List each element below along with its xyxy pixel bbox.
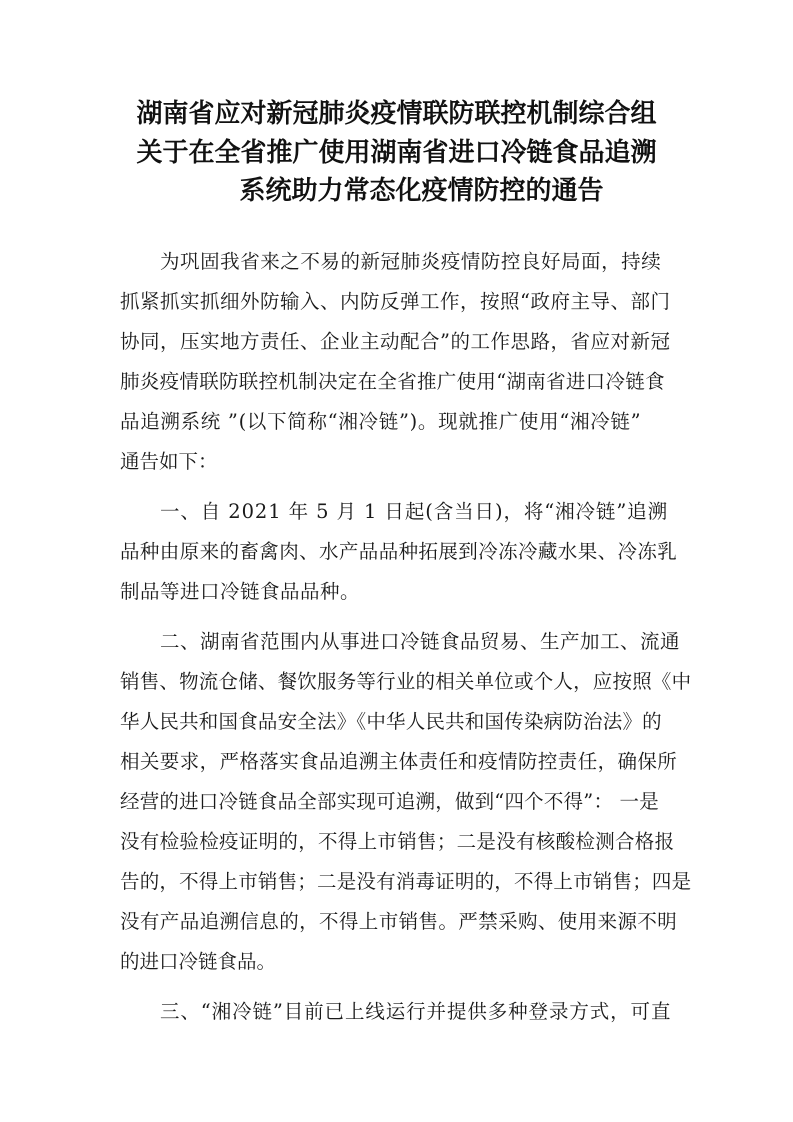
document-title-line-3: 系统助力常态化疫情防控的通告 [239,176,604,206]
item-one-paragraph-line: 一、自 2021 年 5 月 1 日起(含当日)，将“湘冷链”追溯 [160,500,668,523]
item-two-paragraph-line: 没有产品追溯信息的，不得上市销售。严禁采购、使用来源不明 [120,910,678,933]
item-two-paragraph-line: 销售、物流仓储、餐饮服务等行业的相关单位或个人，应按照《中 [120,670,692,693]
document-title-line-2: 关于在全省推广使用湖南省进口冷链食品追溯 [136,138,657,168]
item-one-paragraph-line: 制品等进口冷链食品品种。 [120,580,361,603]
intro-paragraph-line: 为巩固我省来之不易的新冠肺炎疫情防控良好局面，持续 [160,250,662,273]
item-two-paragraph-line: 告的，不得上市销售；二是没有消毒证明的，不得上市销售；四是 [120,870,692,893]
intro-paragraph-line: 品追溯系统 ”(以下简称“湘冷链”)。现就推广使用“湘冷链” [120,410,642,433]
intro-paragraph-line: 通告如下： [120,450,218,473]
intro-paragraph-line: 协同，压实地方责任、企业主动配合”的工作思路，省应对新冠 [120,330,671,353]
intro-paragraph-line: 抓紧抓实抓细外防输入、内防反弹工作，按照“政府主导、部门 [120,290,671,313]
item-two-paragraph-line: 华人民共和国食品安全法》《中华人民共和国传染病防治法》的 [120,710,662,733]
intro-paragraph-line: 肺炎疫情联防联控机制决定在全省推广使用“湖南省进口冷链食 [120,370,665,393]
item-one-paragraph-line: 品种由原来的畜禽肉、水产品品种拓展到冷冻冷藏水果、冷冻乳 [120,540,678,563]
item-three-paragraph-line: 三、“湘冷链”目前已上线运行并提供多种登录方式，可直 [160,1000,672,1023]
item-two-paragraph-line: 二、湖南省范围内从事进口冷链食品贸易、生产加工、流通 [160,630,681,653]
item-two-paragraph-line: 的进口冷链食品。 [120,950,277,973]
item-two-paragraph-line: 经营的进口冷链食品全部实现可追溯，做到“四个不得”： 一是 [120,790,659,813]
item-two-paragraph-line: 没有检验检疫证明的，不得上市销售；二是没有核酸检测合格报 [120,830,675,853]
document-title-line-1: 湖南省应对新冠肺炎疫情联防联控机制综合组 [136,99,657,129]
item-two-paragraph-line: 相关要求，严格落实食品追溯主体责任和疫情防控责任，确保所 [120,750,678,773]
